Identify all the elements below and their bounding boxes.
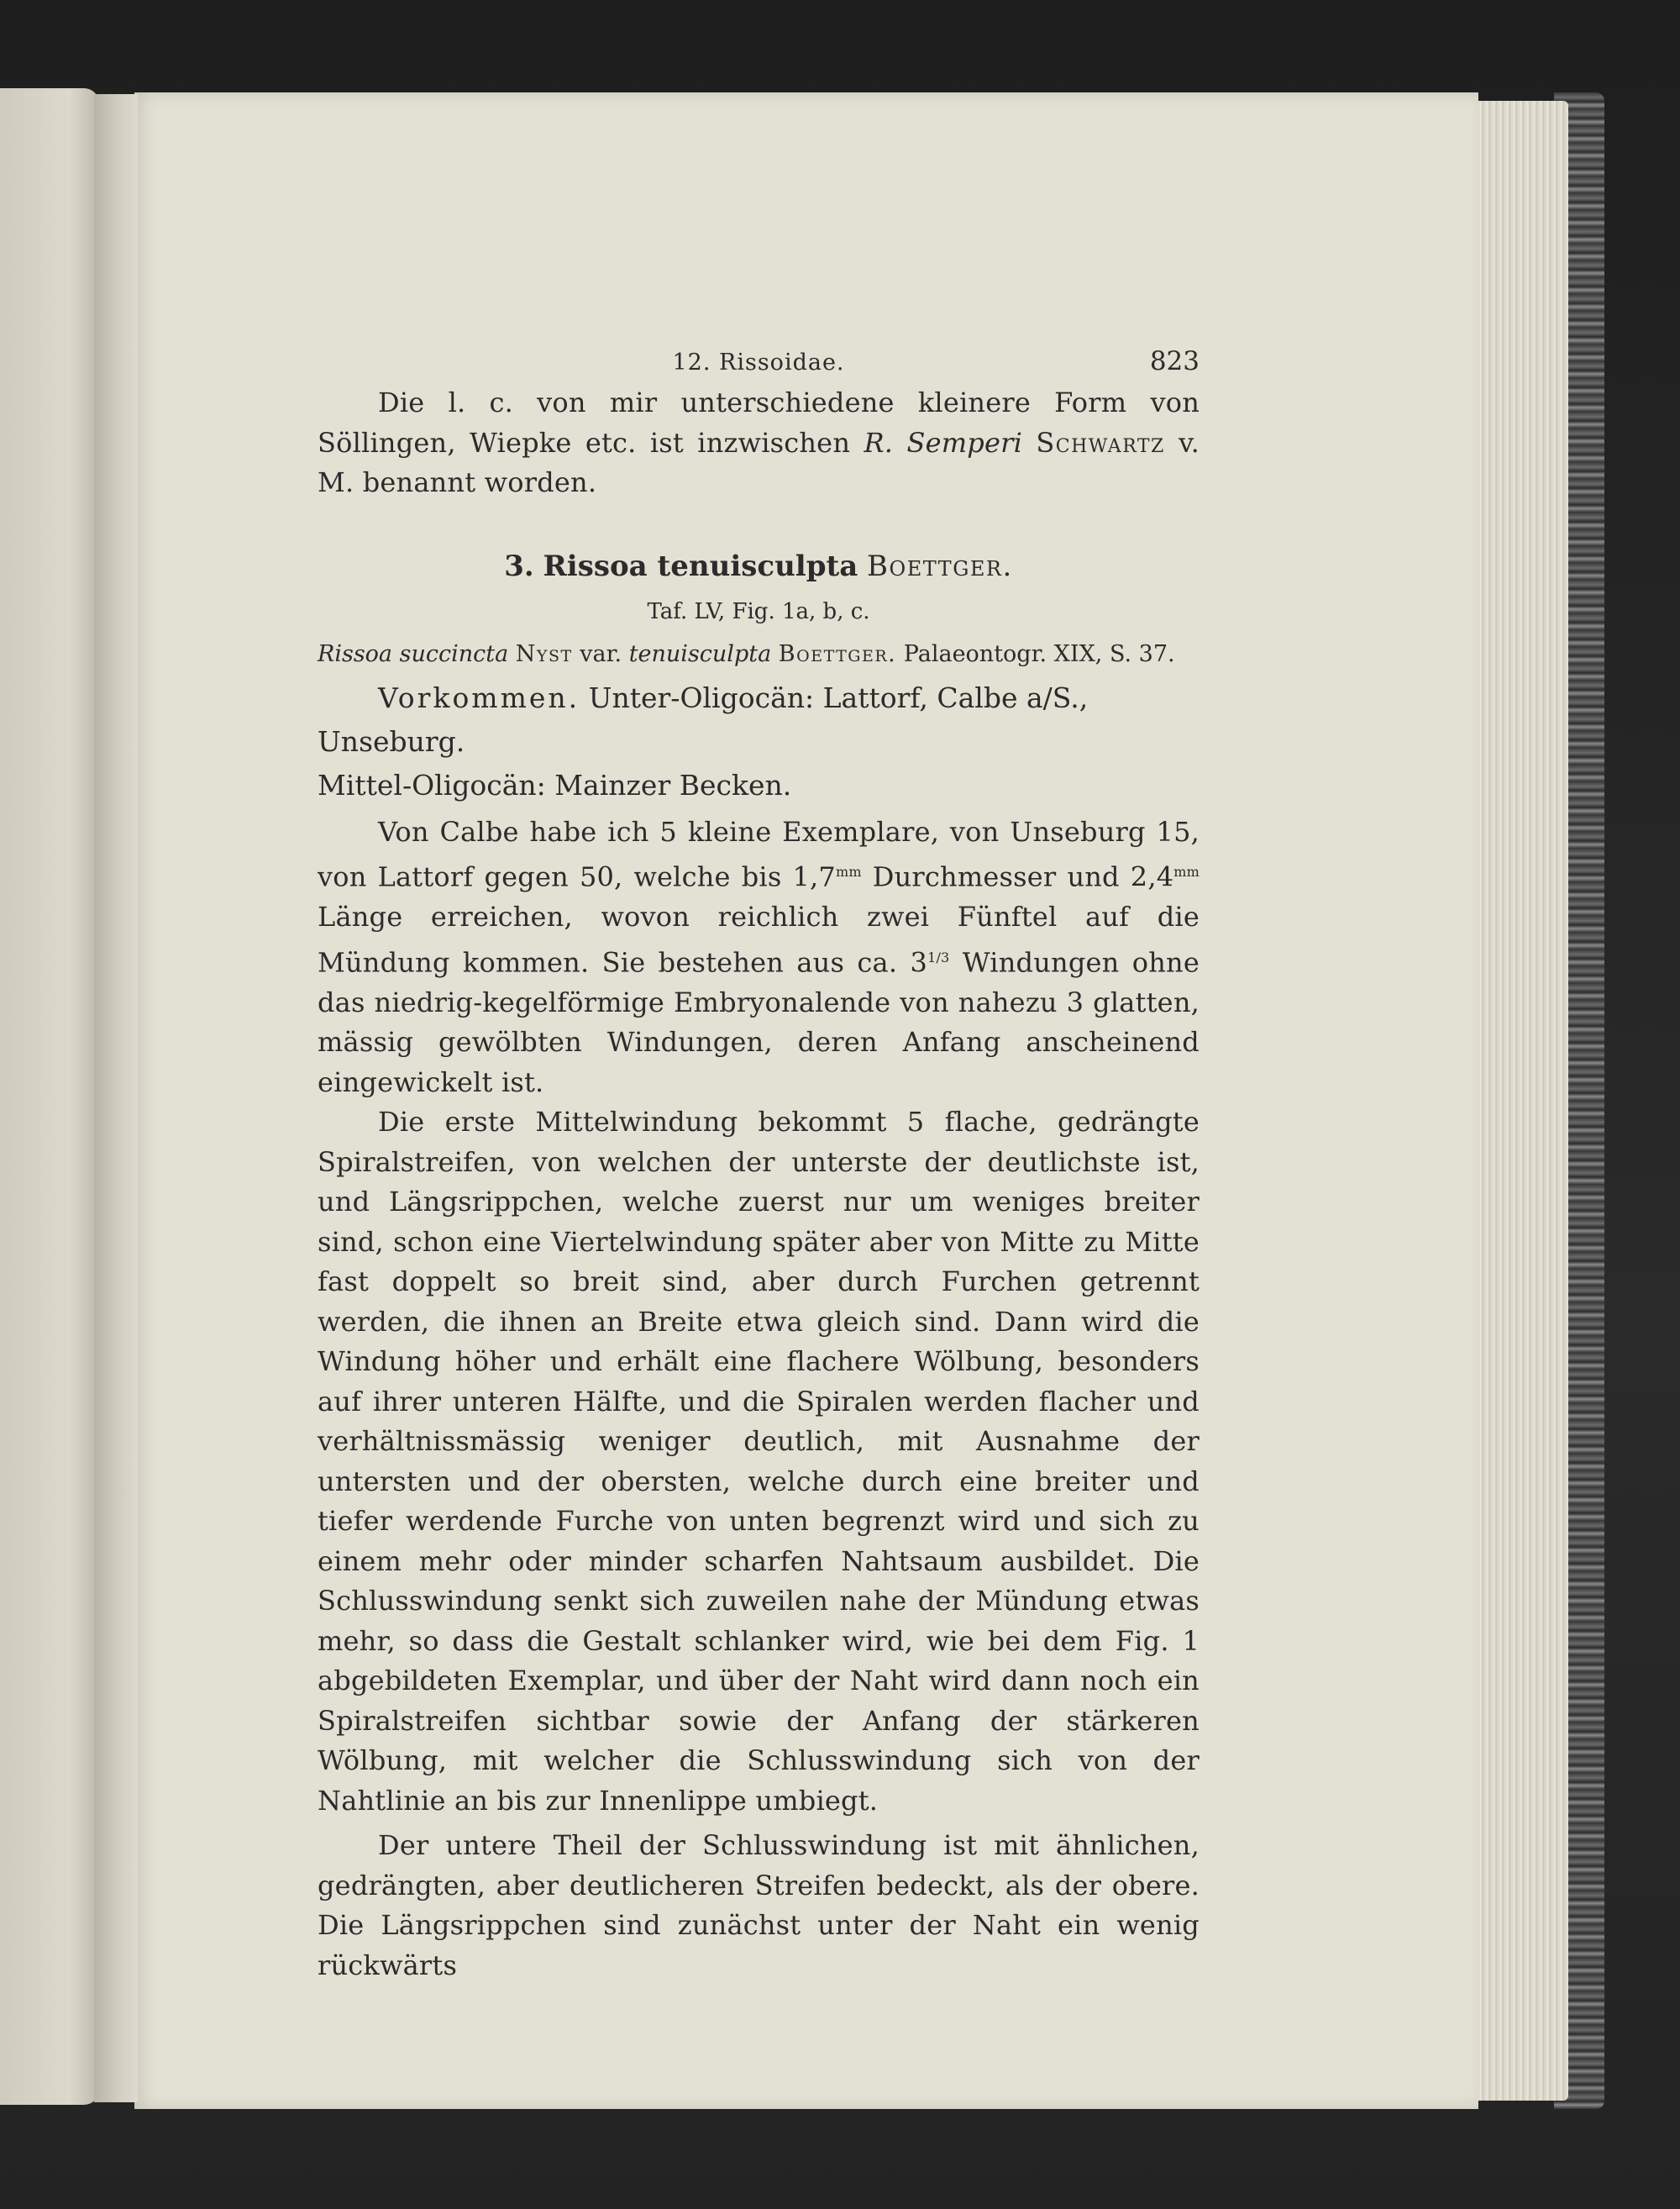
species-number: 3. [504,549,534,583]
occurrence-line-1: Unter-Oligocän: Lattorf, Calbe a/S., Unseburg. [318,681,1089,758]
book-page [134,92,1478,2109]
occurrence [318,676,1200,807]
occurrence-line-2: Mittel-Oligocän: Mainzer Becken. [318,768,792,802]
text-block [318,344,1200,1985]
p1-text-d: Windungen ohne das niedrig-kegelförmige Embryonalende von nahezu 3 glatten, mässig gewölbten Windungen, deren Anfang anscheinend eingewickelt ist. [318,946,1200,1098]
synonym-var: var. [572,640,629,667]
running-head [318,344,1200,381]
plate-reference: Taf. LV, Fig. 1a, b, c. [647,598,870,624]
paragraph-dimensions [318,813,1200,1103]
synonym-citation: Palaeontogr. XIX, S. 37. [896,640,1175,667]
page-stack-edges [1472,101,1568,2101]
intro-text-1: Die l. c. von mir unterschiedene kleinere Form von Söllingen, Wiepke etc. ist inzwischen [318,387,1200,459]
synonymy-line [318,633,1200,676]
intro-paragraph [318,383,1200,503]
synonym-name: Rissoa succincta [318,640,509,667]
synonym-variety: tenuisculpta [628,640,772,667]
p1-text-b: Durchmesser und 2,4 [861,860,1174,893]
intro-species: R. Semperi [864,426,1023,459]
facing-page-edge [0,88,99,2105]
running-title: 12. Rissoidae. [672,350,845,376]
synonym-author-1: Nyst [515,640,573,667]
species-heading [318,542,1200,591]
occurrence-label: Vorkommen. [378,681,580,714]
page-number: 823 [1149,346,1200,376]
species-author: Boettger. [867,549,1013,583]
paragraph-sculpture: Die erste Mittelwindung bekommt 5 flache, gedrängte Spiralstreifen, von welchen der unterste der deutlichste ist, und Längsrippchen, welche zuerst nur um weniges breiter sind, schon eine Viertelwindung später aber von Mitte zu Mitte fast doppelt so breit sind, aber durch Furchen getrennt werden, die ihnen an Breite etwa gleich sind. Dann wird die Windung höher und erhält eine flachere Wölbung, besonders auf ihrer unteren Hälfte, und die Spiralen werden flacher und verhältnissmässig weniger deutlich, mit Ausnahme der untersten und der obersten, welche durch eine breiter und tiefer werdende Furche von unten begrenzt wird und sich zu einem mehr oder minder scharfen Nahtsaum ausbildet. Die Schlusswindung senkt sich zuweilen nahe der Mündung etwas mehr, so dass die Gestalt schlanker wird, wie bei dem Fig. 1 abgebildeten Exemplar, und über der Naht wird dann noch ein Spiralstreifen sichtbar sowie der Anfang der stärkeren Wölbung, mit welcher die Schlusswindung sich von der Nahtlinie an bis zur Innenlippe umbiegt. [318,1106,1200,1817]
synonym-author-2: Boettger. [778,640,897,667]
intro-text-2: v. M. benannt worden. [318,426,1200,498]
paragraph-lower-whorl: Der untere Theil der Schlusswindung ist mit ähnlichen, gedrängten, aber deutlicheren Streifen bedeckt, als der obere. Die Längsrippchen sind zunächst unter der Naht ein wenig rückwärts [318,1829,1200,1981]
p1-text-a: Von Calbe habe ich 5 kleine Exemplare, von Unseburg 15, von Lattorf gegen 50, welche bis 1,7 [318,815,1200,893]
page-gutter [94,94,138,2102]
p1-unit-2: mm [1173,864,1200,880]
species-name: Rissoa tenuisculpta [543,549,858,583]
intro-author: Schwartz [1036,426,1165,459]
p1-text-c: Länge erreichen, wovon reichlich zwei Fünftel auf die Mündung kommen. Sie bestehen aus ca. 3 [318,901,1200,979]
p1-fraction: 1/3 [927,949,950,965]
p1-unit-1: mm [835,864,862,880]
